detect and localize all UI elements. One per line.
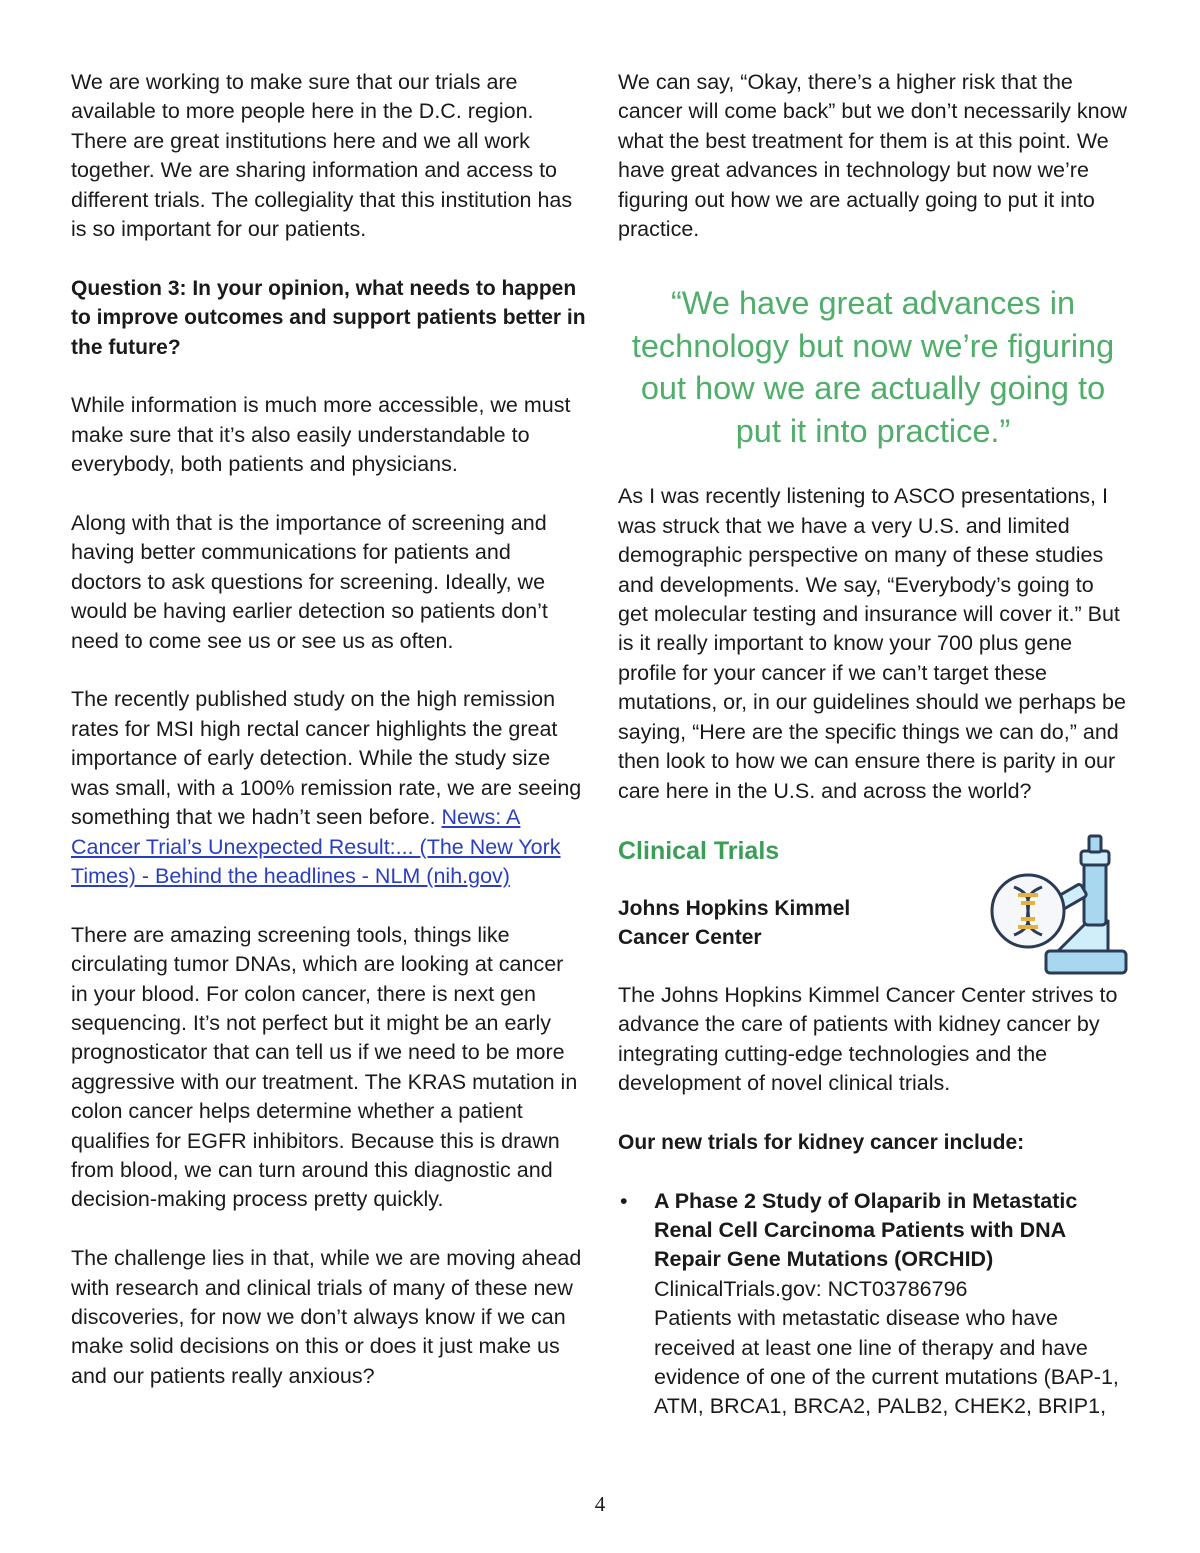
paragraph-challenge: The challenge lies in that, while we are moving ahead with research and clinical trials of many of these new discoveries, for now we don’t always know if we can make solid decisions on this or does it just make us and our patients really anxious? <box>71 1246 582 1388</box>
paragraph-screening-tools: There are amazing screening tools, things like circulating tumor DNAs, which are looking at cancer in your blood. For colon cancer, there is next gen sequencing. It’s not perfect but it might be an early prognosticator that can tell us if we need to be more aggressive with our treatment. The KRAS mutation in colon cancer helps determine whether a patient qualifies for EGFR inhibitors. Because this is drawn from blood, we can turn around this diagnostic and decision-making process pretty quickly. <box>71 922 578 1212</box>
paragraph-study <box>71 685 586 891</box>
trials-list <box>618 1187 1128 1422</box>
institution-line-2: Cancer Center <box>618 926 762 950</box>
trial-title: A Phase 2 Study of Olaparib in Metastatic Renal Cell Carcinoma Patients with DNA Repair Gene Mutations (ORCHID) <box>654 1188 1078 1272</box>
nyt-article-link[interactable]: News: A Cancer Trial’s Unexpected Result:... (The New York Times) - Behind the headlines - NLM (nih.gov) <box>71 805 561 888</box>
trial-description: Patients with metastatic disease who have received at least one line of therapy and have evidence of one of the current mutations (BAP-1, ATM, BRCA1, BRCA2, PALB2, CHEK2, BRIP1, <box>654 1306 1119 1419</box>
trials-heading: Our new trials for kidney cancer include: <box>618 1130 1025 1154</box>
pull-quote: “We have great advances in technology but now we’re figuring out how we are actually going to put it into practice.” <box>631 285 1115 449</box>
microscope-dna-icon <box>988 833 1133 978</box>
study-text: The recently published study on the high remission rates for MSI high rectal cancer highlights the great importance of early detection. While the study size was small, with a 100% remission rate, we are seeing something that we hadn’t seen before. <box>71 687 582 830</box>
institution-line-1: Johns Hopkins Kimmel <box>618 896 851 920</box>
right-column <box>618 68 1128 1422</box>
paragraph-information: While information is much more accessible, we must make sure that it’s also easily understandable to everybody, both patients and physicians. <box>71 393 571 477</box>
paragraph-screening: Along with that is the importance of screening and having better communications for patients and doctors to ask questions for screening. Ideally, we would be having earlier detection so patients don’t need to come see us or see us as often. <box>71 511 548 653</box>
left-column <box>71 68 586 1391</box>
section-title-clinical-trials: Clinical Trials <box>618 836 780 865</box>
page-number: 4 <box>594 1492 606 1516</box>
paragraph-risk: We can say, “Okay, there’s a higher risk that the cancer will come back” but we don’t necessarily know what the best treatment for them is at this point. We have great advances in technology but now we’re figuring out how we are actually going to put it into practice. <box>618 70 1128 242</box>
paragraph-asco: As I was recently listening to ASCO presentations, I was struck that we have a very U.S. and limited demographic perspective on many of these studies and developments. We say, “Everybody’s going to get molecular testing and insurance will cover it.” But is it really important to know your 700 plus gene profile for your cancer if we can’t target these mutations, or, in our guidelines should we perhaps be saying, “Here are the specific things we can do,” and then look to how we can ensure there is parity in our care here in the U.S. and across the world? <box>618 484 1126 803</box>
trial-id: ClinicalTrials.gov: NCT03786796 <box>654 1276 968 1301</box>
list-item <box>618 1187 1128 1422</box>
question-heading: Question 3: In your opinion, what needs to happen to improve outcomes and support patients better in the future? <box>71 276 586 359</box>
bullet-marker: • <box>620 1188 628 1213</box>
paragraph-collaboration: We are working to make sure that our trials are available to more people here in the D.C. region. There are great institutions here and we all work together. We are sharing information and access to different trials. The collegiality that this institution has is so important for our patients. <box>71 70 573 242</box>
paragraph-hopkins: The Johns Hopkins Kimmel Cancer Center strives to advance the care of patients with kidney cancer by integrating cutting-edge technologies and the development of novel clinical trials. <box>618 982 1118 1095</box>
